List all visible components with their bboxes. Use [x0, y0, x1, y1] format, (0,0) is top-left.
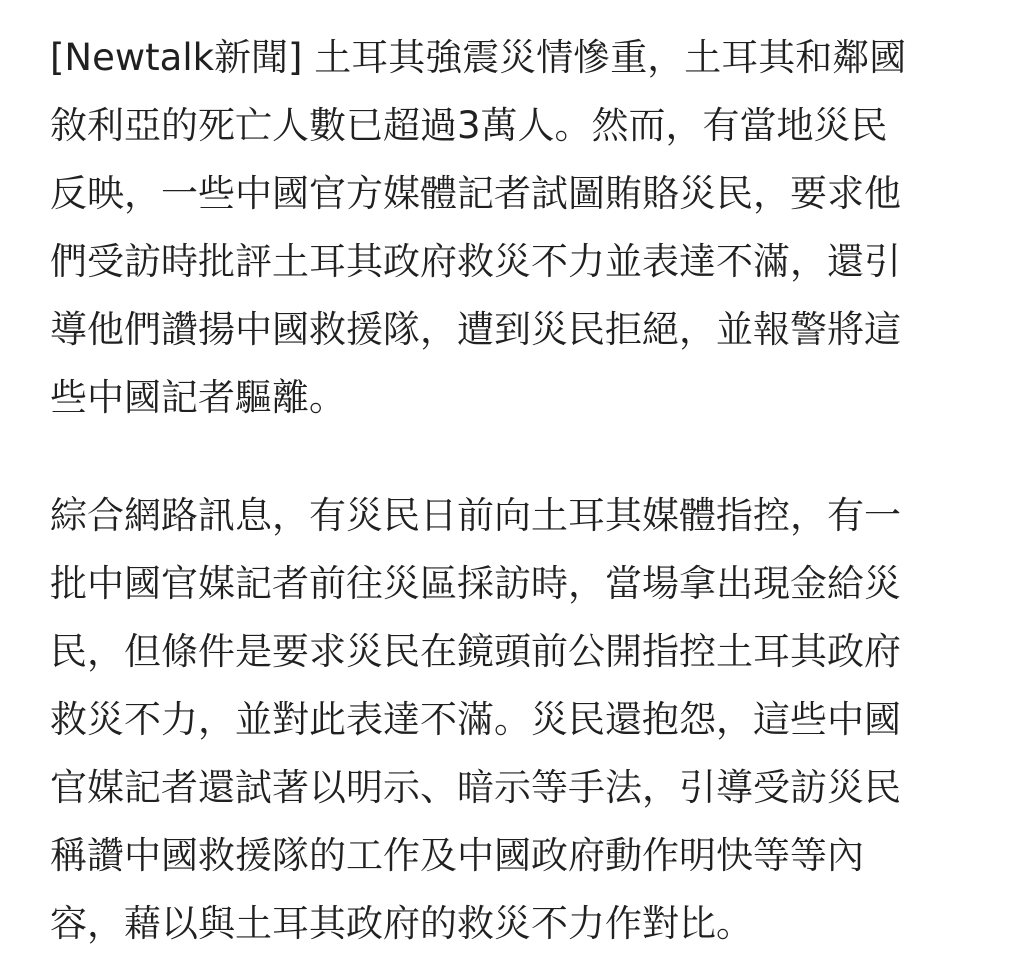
paragraph-1 — [50, 24, 980, 432]
text-line: 反映，一些中國官方媒體記者試圖賄賂災民，要求他 — [50, 172, 901, 215]
text-line: 敘利亞的死亡人數已超過3萬人。然而，有當地災民 — [50, 104, 888, 147]
text-line: 綜合網路訊息，有災民日前向土耳其媒體指控，有一 — [50, 494, 901, 537]
text-line: 官媒記者還試著以明示、暗示等手法，引導受訪災民 — [50, 766, 901, 809]
article-body — [50, 24, 980, 958]
text-line: 些中國記者驅離。 — [50, 376, 346, 419]
text-line: [Newtalk新聞] 土耳其強震災情慘重，土耳其和鄰國 — [50, 36, 907, 79]
text-line: 導他們讚揚中國救援隊，遭到災民拒絕，並報警將這 — [50, 308, 901, 351]
text-line: 們受訪時批評土耳其政府救災不力並表達不滿，還引 — [50, 240, 901, 283]
text-line: 救災不力，並對此表達不滿。災民還抱怨，這些中國 — [50, 698, 901, 741]
text-line: 容，藉以與土耳其政府的救災不力作對比。 — [50, 902, 753, 945]
paragraph-spacer — [50, 432, 980, 482]
text-line: 稱讚中國救援隊的工作及中國政府動作明快等等內 — [50, 834, 864, 877]
text-line: 民，但條件是要求災民在鏡頭前公開指控土耳其政府 — [50, 630, 901, 673]
text-line: 批中國官媒記者前往災區採訪時，當場拿出現金給災 — [50, 562, 901, 605]
paragraph-2 — [50, 482, 980, 958]
